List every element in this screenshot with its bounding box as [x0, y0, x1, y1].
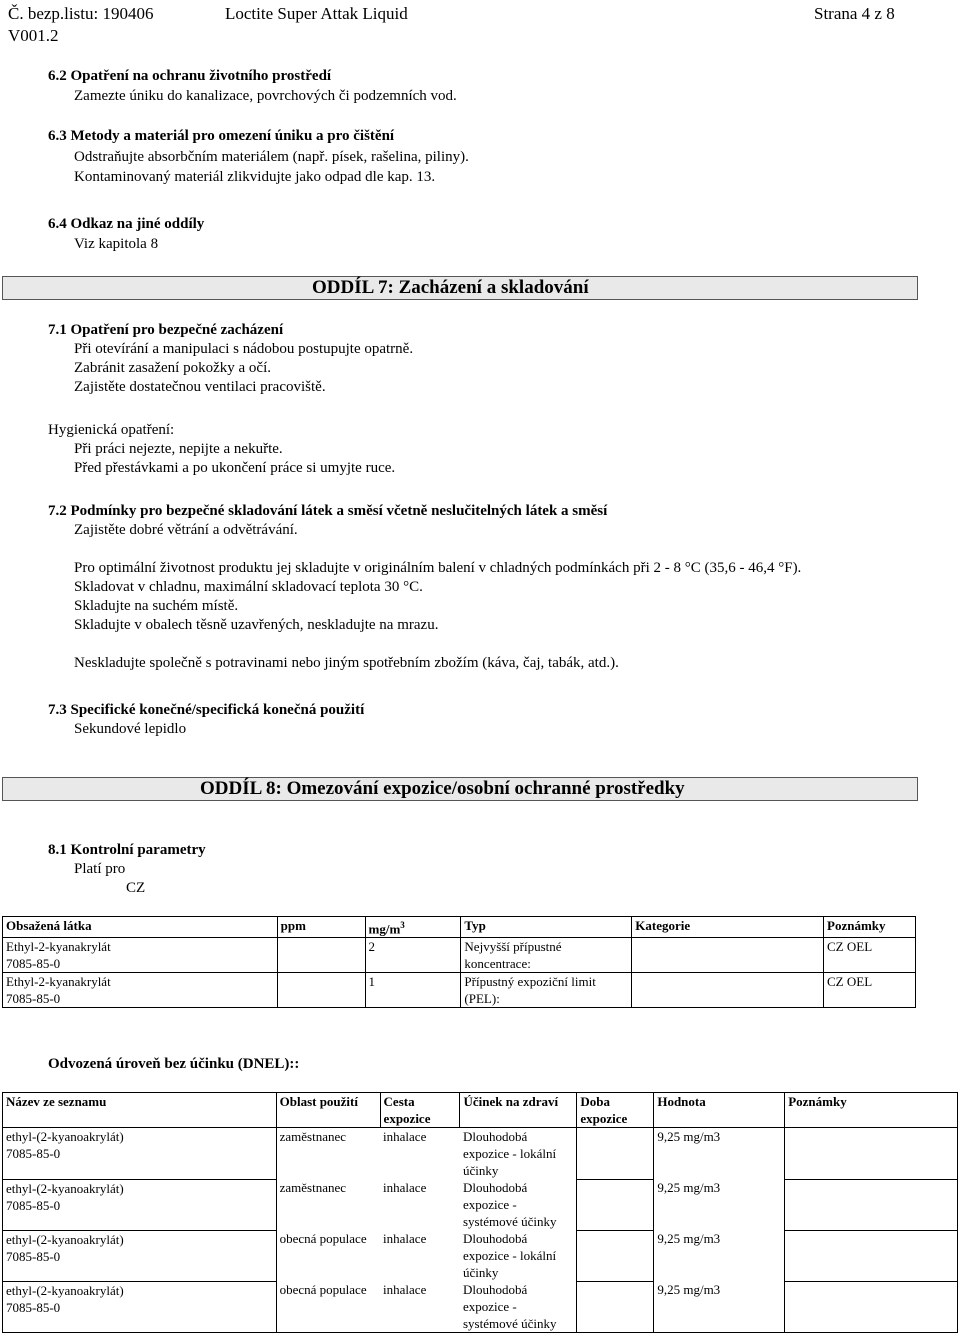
col-header: Oblast použití	[276, 1093, 380, 1128]
col-header: Kategorie	[632, 917, 824, 938]
dnel-table	[2, 1092, 958, 1333]
duration-cell	[577, 1128, 654, 1180]
type-cell: (PEL):	[464, 991, 500, 1007]
area-cell: obecná populace	[279, 1231, 367, 1246]
duration-cell	[577, 1281, 654, 1333]
substance-name: ethyl-(2-kyanoakrylát)	[6, 1180, 124, 1196]
col-header: Obsažená látka	[3, 917, 278, 938]
route-cell: inhalace	[383, 1282, 427, 1297]
effect-cell: Dlouhodobá expozice - systémové účinky	[462, 1180, 557, 1229]
col-header: Poznámky	[824, 917, 916, 938]
route-cell: inhalace	[383, 1180, 427, 1195]
country-code: CZ	[126, 880, 146, 896]
value-cell: 9,25 mg/m3	[657, 1180, 721, 1195]
section-7-2-text: Skladujte na suchém místě.	[74, 598, 239, 614]
note-cell	[785, 1281, 958, 1333]
value-cell: 9,25 mg/m3	[657, 1231, 721, 1246]
table-row	[3, 1230, 958, 1281]
section-7-3-title: 7.3 Specifické konečné/specifická konečná použití	[48, 702, 365, 718]
col-header: Hodnota	[654, 1093, 785, 1128]
ppm-cell	[277, 938, 365, 973]
table-header-row	[3, 917, 916, 938]
section-6-4-title: 6.4 Odkaz na jiné oddíly	[48, 216, 205, 232]
effect-cell: Dlouhodobá expozice - lokální účinky	[462, 1129, 557, 1178]
section-7-2-title: 7.2 Podmínky pro bezpečné skladování látek a směsí včetně neslučitelných látek a směsí	[48, 503, 608, 519]
section-7-2-text: Zajistěte dobré větrání a odvětrávání.	[74, 522, 298, 538]
col-header: Typ	[461, 917, 632, 938]
hygiene-text: Před přestávkami a po ukončení práce si umyjte ruce.	[74, 460, 396, 476]
col-header: Cesta expozice	[380, 1093, 460, 1128]
section-6-3-text: Kontaminovaný materiál zlikvidujte jako odpad dle kap. 13.	[74, 169, 436, 185]
duration-cell	[577, 1230, 654, 1281]
cas-number: 7085-85-0	[6, 1248, 61, 1264]
type-cell: Přípustný expoziční limit	[464, 974, 596, 990]
value-cell: 9,25 mg/m3	[657, 1282, 721, 1297]
effect-cell: Dlouhodobá expozice - lokální účinky	[462, 1231, 557, 1280]
note-cell: CZ OEL	[824, 938, 916, 973]
section-7-2-text: Pro optimální životnost produktu jej skladujte v originálním balení v chladných podmínkách při 2 - 8 °C (35,6 - 46,4 °F).	[74, 560, 802, 576]
page-number: Strana 4 z 8	[814, 4, 895, 23]
section-6-2-title: 6.2 Opatření na ochranu životního prostředí	[48, 68, 332, 84]
section-7-1-text: Zajistěte dostatečnou ventilaci pracoviště.	[74, 379, 326, 395]
section-7-1-text: Zabránit zasažení pokožky a očí.	[74, 360, 271, 376]
col-header: Doba expozice	[577, 1093, 654, 1128]
dnel-title: Odvozená úroveň bez účinku (DNEL)::	[48, 1056, 300, 1072]
col-header: Účinek na zdraví	[460, 1093, 577, 1128]
value-cell: 9,25 mg/m3	[657, 1129, 721, 1144]
product-name: Loctite Super Attak Liquid	[225, 4, 408, 23]
substance-name: Ethyl-2-kyanakrylát	[6, 974, 111, 990]
hygiene-title: Hygienická opatření:	[48, 422, 175, 438]
note-cell	[785, 1179, 958, 1230]
section-7-2-text: Skladujte v obalech těsně uzavřených, neskladujte na mrazu.	[74, 617, 439, 633]
section-7-1-title: 7.1 Opatření pro bezpečné zacházení	[48, 322, 284, 338]
table-row	[3, 1128, 958, 1180]
section-7-3-text: Sekundové lepidlo	[74, 721, 187, 737]
mg-cell: 1	[365, 973, 461, 1008]
col-header: ppm	[277, 917, 365, 938]
section-6-2-text: Zamezte úniku do kanalizace, povrchových či podzemních vod.	[74, 88, 457, 104]
hygiene-text: Při práci nejezte, nepijte a nekuřte.	[74, 441, 283, 457]
duration-cell	[577, 1179, 654, 1230]
category-cell	[632, 973, 824, 1008]
cas-number: 7085-85-0	[6, 1146, 61, 1161]
substance-name: ethyl-(2-kyanoakrylát)	[6, 1231, 124, 1247]
note-cell: CZ OEL	[824, 973, 916, 1008]
table-row	[3, 1179, 958, 1230]
route-cell: inhalace	[383, 1231, 427, 1246]
area-cell: zaměstnanec	[279, 1129, 347, 1144]
category-cell	[632, 938, 824, 973]
col-header: Název ze seznamu	[3, 1093, 277, 1128]
area-cell: zaměstnanec	[279, 1180, 347, 1195]
mg-cell: 2	[365, 938, 461, 973]
exposure-limits-table	[2, 916, 916, 1008]
type-cell: koncentrace:	[464, 956, 531, 972]
cas-number: 7085-85-0	[6, 1197, 61, 1213]
substance-name: ethyl-(2-kyanoakrylát)	[6, 1282, 124, 1298]
ppm-cell	[277, 973, 365, 1008]
substance-name: Ethyl-2-kyanakrylát	[6, 939, 111, 955]
table-row	[3, 938, 916, 973]
section-6-4-text: Viz kapitola 8	[74, 236, 159, 252]
section-7-2-text: Skladovat v chladnu, maximální skladovací teplota 30 °C.	[74, 579, 423, 595]
cas-number: 7085-85-0	[6, 991, 61, 1007]
effect-cell: Dlouhodobá expozice - systémové účinky	[462, 1282, 557, 1331]
version: V001.2	[8, 26, 59, 45]
type-cell: Nejvyšší přípustné	[464, 939, 562, 955]
section-6-3-title: 6.3 Metody a materiál pro omezení úniku a pro čištění	[48, 128, 395, 144]
table-header-row	[3, 1093, 958, 1128]
section-7-2-text: Neskladujte společně s potravinami nebo jiným spotřebním zbožím (káva, čaj, tabák, atd.).	[74, 655, 619, 671]
note-cell	[785, 1128, 958, 1180]
section-6-3-text: Odstraňujte absorbčním materiálem (např. písek, rašelina, piliny).	[74, 149, 469, 165]
route-cell: inhalace	[383, 1129, 427, 1144]
table-row	[3, 1281, 958, 1333]
col-header: $mg/m^3$	[365, 917, 461, 938]
section-7-1-text: Při otevírání a manipulaci s nádobou postupujte opatrně.	[74, 341, 414, 357]
area-cell: obecná populace	[279, 1282, 367, 1297]
valid-for-label: Platí pro	[74, 861, 126, 877]
section-8-1-title: 8.1 Kontrolní parametry	[48, 842, 206, 858]
table-row	[3, 973, 916, 1008]
substance-name: ethyl-(2-kyanoakrylát)	[6, 1129, 124, 1144]
cas-number: 7085-85-0	[6, 1299, 61, 1315]
cas-number: 7085-85-0	[6, 956, 61, 972]
section-8-title: ODDÍL 8: Omezování expozice/osobní ochranné prostředky	[200, 778, 685, 799]
section-7-title: ODDÍL 7: Zacházení a skladování	[312, 277, 589, 298]
sheet-number: Č. bezp.listu: 190406	[8, 4, 154, 23]
col-header: Poznámky	[785, 1093, 958, 1128]
note-cell	[785, 1230, 958, 1281]
